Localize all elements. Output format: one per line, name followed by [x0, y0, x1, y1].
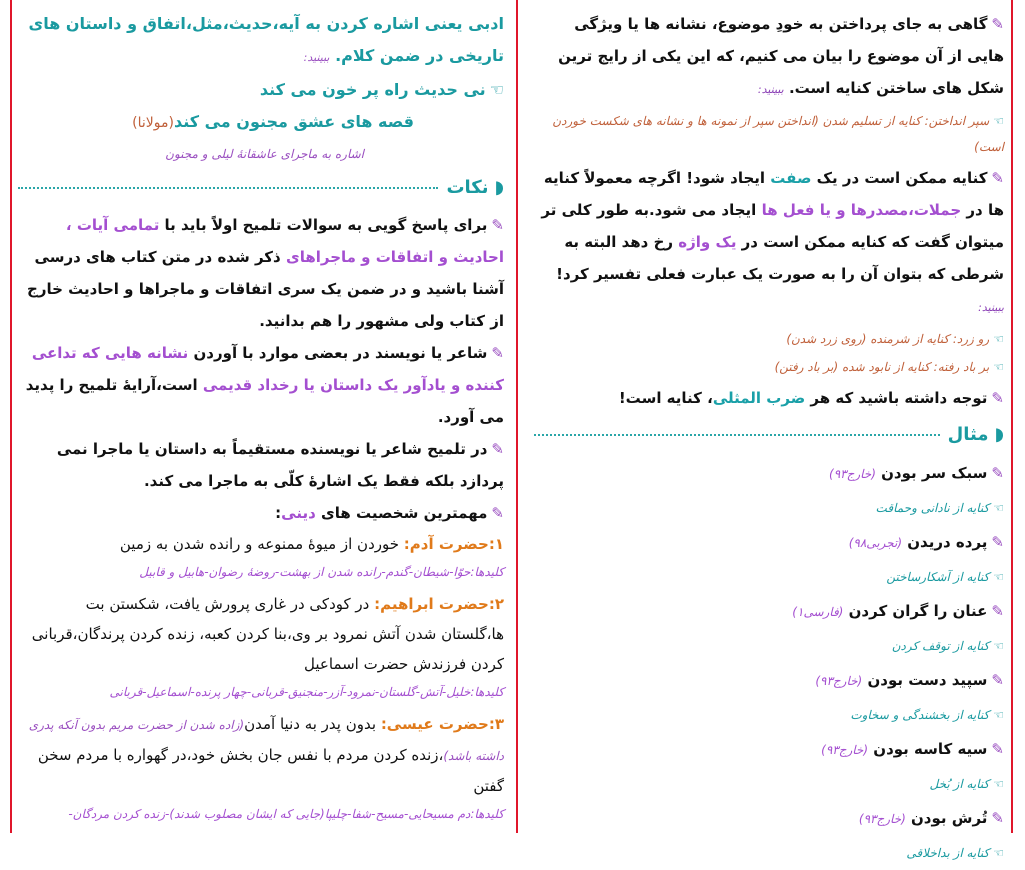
- paragraph-proverb: ✎توجه داشته باشید که هر ضرب المثلی، کنایه است!: [618, 389, 1004, 407]
- example-term: ✎تُرش بودن (خارج۹۳): [858, 809, 1004, 827]
- pointing-hand-icon: ☜: [993, 708, 1004, 722]
- note-3: ✎در تلمیح شاعر یا نویسنده مستقیماً به داستان یا ماجرا نمی پردازد بلکه فقط یک اشارهٔ کلّی به ماجرا می کند.: [56, 440, 504, 490]
- paragraph-kenaye-forms: ✎کنایه ممکن است در یک صفت ایجاد شود! اگرچه معمولاً کنایه ها در جملات،مصدرها و یا فعل ها ایجاد می شود.به طور کلی تر میتوان گفت که کنایه ممکن است در یک واژه رخ دهد البته به شرطی که بتوان آن را به صورت یک عبارت فعلی تفسیر کرد! ببینید:: [541, 169, 1004, 314]
- pencil-icon: ✎: [491, 440, 504, 458]
- example-term: ✎سبک سر بودن (خارج۹۳): [829, 464, 1004, 482]
- verse-line-2: قصه های عشق مجنون می کند(مولانا): [132, 112, 414, 131]
- example-term: ✎سپید دست بودن (خارج۹۳): [815, 671, 1004, 689]
- left-column: [12, 0, 512, 833]
- pointing-hand-icon: ☜: [993, 639, 1004, 653]
- pencil-icon: ✎: [991, 809, 1004, 827]
- pencil-icon: ✎: [991, 740, 1004, 758]
- shield-icon: ◗: [994, 424, 1004, 445]
- example-gloss: ☜کنایه از نادانی وحماقت: [875, 501, 1004, 515]
- figure-keywords: کلیدها:خلیل-آتش-گلستان-نمرود-آزر-منجنیق-قربانی-چهار پرنده-اسماعیل-قربانی: [109, 685, 504, 699]
- example-term: ✎پرده دریدن (تجربی۹۸): [848, 533, 1004, 551]
- figure-entry: ۲:حضرت ابراهیم: در کودکی در غاری پرورش یافت، شکستن بت ها،گلستان شدن آتش نمرود بر وی،بنا کردن کعبه، زنده کردن پرندگان،قربانی کردن فرزندش حضرت اسماعیل: [31, 595, 504, 673]
- paragraph-kenaye-sign: ✎گاهی به جای پرداختن به خودِ موضوع، نشانه ها یا ویژگی هایی از آن موضوع را بیان می کنیم، که این یکی از رایج ترین شکل های ساختن کنایه است. ببینید:: [558, 15, 1004, 97]
- verse-gloss: اشاره به ماجرای عاشقانهٔ لیلی و مجنون: [165, 147, 364, 161]
- gloss-separ: ☜سپر انداختن: کنایه از تسلیم شدن (انداختن سپر از نمونه ها و نشانه های شکست خوردن است): [552, 114, 1004, 154]
- dotted-rule: [534, 434, 940, 436]
- figure-entry: ۳:حضرت عیسی: بدون پدر به دنیا آمدن(زاده شدن از حضرت مریم بدون آنکه پدری داشته باشد)،زنده کردن مردم با نفس جان بخش خود،در گهواره با مردم سخن گفتن: [28, 715, 504, 795]
- figure-keywords: کلیدها:دم مسیحایی-مسیح-شفا-چلیپا(جایی که ایشان مصلوب شدند)-زنده کردن مردگان-: [68, 807, 504, 821]
- pencil-icon: ✎: [491, 344, 504, 362]
- right-column: [530, 0, 1012, 860]
- note-1: ✎برای پاسخ گویی به سوالات تلمیح اولاً باید با تمامی آیات ، احادیث و اتفاقات و ماجراهای ذکر شده در متن کتاب های درسی آشنا باشید و در ضمن یک سری اتفاقات و ماجراها و احادیث خارج از کتاب ولی مشهور را هم بدانید.: [27, 216, 504, 330]
- pointing-hand-icon: ☜: [993, 332, 1004, 346]
- note-2: ✎شاعر یا نویسند در بعضی موارد با آوردن نشانه هایی که تداعی کننده و یادآور یک داستان یا رخداد قدیمی است،آرایهٔ تلمیح را پدید می آورد.: [25, 344, 504, 426]
- religious-figures-list: [18, 529, 504, 827]
- pencil-icon: ✎: [991, 602, 1004, 620]
- pencil-icon: ✎: [991, 464, 1004, 482]
- pencil-icon: ✎: [991, 533, 1004, 551]
- pointing-hand-icon: ☜: [993, 114, 1004, 128]
- example-gloss: ☜کنایه از بخشندگی و سخاوت: [850, 708, 1004, 722]
- pointing-hand-icon: ☜: [993, 501, 1004, 515]
- talmih-definition: ادبی یعنی اشاره کردن به آیه،حدیث،مثل،اتفاق و داستان های تاریخی در ضمن کلام. ببینید:: [28, 14, 504, 65]
- figure-keywords: کلیدها:حوّا-شیطان-گندم-رانده شدن از بهشت-روضهٔ رضوان-هابیل و قابیل: [139, 565, 504, 579]
- example-gloss: ☜کنایه از توقف کردن: [891, 639, 1004, 653]
- pointing-hand-icon: ☜: [993, 777, 1004, 791]
- dotted-rule: [18, 187, 438, 189]
- column-divider: [516, 0, 518, 833]
- pencil-icon: ✎: [991, 169, 1004, 187]
- shield-icon: ◗: [494, 177, 504, 198]
- example-gloss: ☜کنایه از بداخلاقی: [906, 846, 1004, 860]
- example-term: ✎عنان را گران کردن (فارسی۱): [792, 602, 1004, 620]
- example-gloss: ☜کنایه از بُخل: [929, 777, 1004, 791]
- pencil-icon: ✎: [991, 671, 1004, 689]
- pointing-hand-icon: ☜: [489, 80, 504, 99]
- figure-entry: ۱:حضرت آدم: خوردن از میوهٔ ممنوعه و رانده شدن به زمین: [119, 535, 504, 553]
- example-heading: ◗ مثال: [534, 418, 1004, 452]
- example-gloss: ☜کنایه از آشکارساختن: [886, 570, 1004, 584]
- pencil-icon: ✎: [491, 504, 504, 522]
- gloss-rozard: ☜رو زرد: کنایه از شرمنده (روی زرد شدن): [786, 332, 1004, 346]
- note-4: ✎مهمترین شخصیت های دینی:: [275, 504, 504, 522]
- gloss-barbad: ☜بر باد رفته: کنایه از نابود شده (بر باد رفتن): [774, 360, 1004, 374]
- examples-list: [534, 456, 1004, 870]
- pointing-hand-icon: ☜: [993, 360, 1004, 374]
- pointing-hand-icon: ☜: [993, 570, 1004, 584]
- pointing-hand-icon: ☜: [993, 846, 1004, 860]
- pencil-icon: ✎: [991, 389, 1004, 407]
- example-term: ✎سیه کاسه بودن (خارج۹۳): [821, 740, 1004, 758]
- pencil-icon: ✎: [491, 216, 504, 234]
- notes-heading: ◗ نکات: [18, 171, 504, 205]
- verse-line-1: ☜نی حدیث راه پر خون می کند: [259, 80, 504, 99]
- pencil-icon: ✎: [991, 15, 1004, 33]
